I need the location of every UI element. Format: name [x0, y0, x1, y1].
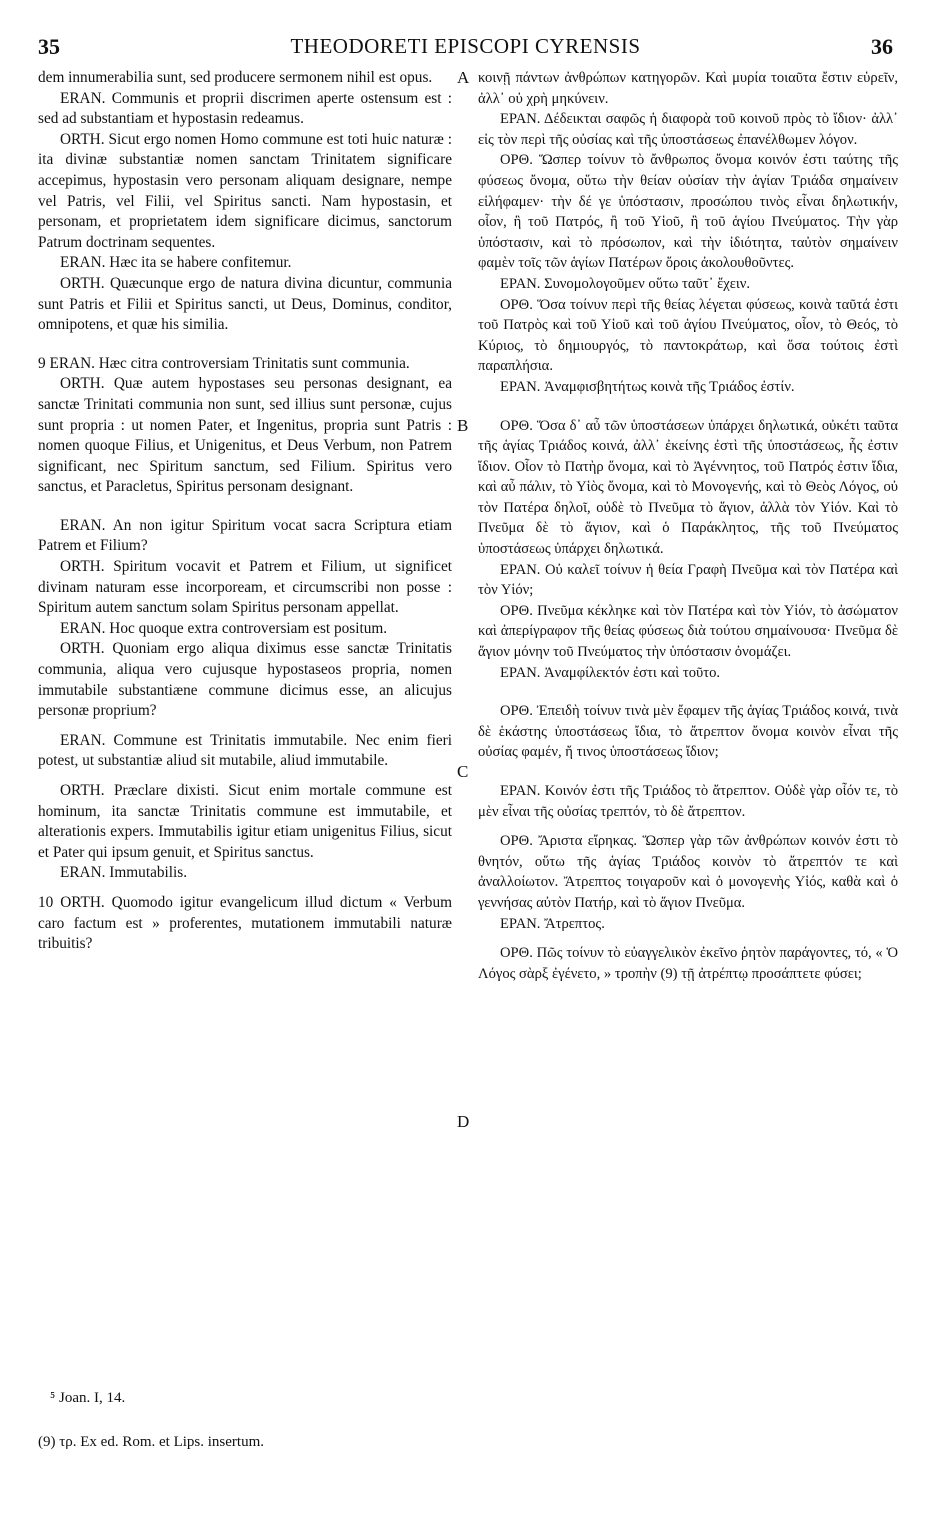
left-page-number: 35	[38, 34, 60, 59]
latin-paragraph: ORTH. Præclare dixisti. Sicut enim mortale commune est hominum, ita sanctæ Trinitatis commune est immutabile, et alterationis expers. Immutabilis igitur etiam unigenitus Filius, sicut et Pater qui ipsum genuit, et Spiritus sanctus.	[38, 782, 452, 861]
greek-paragraph: ΕΡΑΝ. Ἀναμφισβητήτως κοινὰ τῆς Τριάδος ἐστίν.	[500, 378, 795, 395]
greek-paragraph: ΕΡΑΝ. Δέδεικται σαφῶς ἡ διαφορὰ τοῦ κοινοῦ πρὸς τὸ ἴδιον· ἀλλ᾽ εἰς τὸν περὶ τῆς οὐσίας καὶ τῆς ὑποστάσεως ἐπανέλθωμεν λόγον.	[478, 111, 898, 148]
latin-paragraph: ERAN. Commune est Trinitatis immutabile. Nec enim fieri potest, ut substantiæ aliud sit mutabile, aliud immutabile.	[38, 731, 452, 770]
latin-paragraph: ERAN. Hoc quoque extra controversiam est positum.	[60, 619, 388, 637]
latin-paragraph: ORTH. Quæcunque ergo de natura divina dicuntur, communia sunt Patris et Filii et Spiritus sancti, ut Deus, Dominus, conditor, omnipotens, et quæ his similia.	[38, 274, 452, 334]
greek-paragraph: ΕΡΑΝ. Κοινόν ἐστι τῆς Τριάδος τὸ ἄτρεπτον. Οὐδὲ γὰρ οἷόν τε, τὸ μὲν εἶναι τῆς οὐσίας τρεπτόν, τὸ δὲ ἄτρεπτον.	[478, 783, 898, 820]
latin-paragraph: ORTH. Sicut ergo nomen Homo commune est toti huic naturæ : ita divinæ substantiæ nomen sanctam Trinitatem significare accepimus, hypostasin vero personam aliquam designare, nempe vel Patris, vel Filii, vel Spiritus sancti. Nam hypostasin, et personam, et proprietatem idem significare dicimus, sanctorum Patrum doctrinam sequentes.	[38, 130, 452, 251]
footnote-5: ⁵ Joan. I, 14.	[50, 1390, 126, 1406]
margin-letter-b: B	[457, 416, 469, 435]
right-page-number: 36	[871, 34, 893, 59]
greek-paragraph: ΟΡΘ. Ὥσπερ τοίνυν τὸ ἄνθρωπος ὄνομα κοινόν ἐστι ταύτης τῆς φύσεως ὄνομα, οὕτω τὴν θείαν οὐσίαν τὴν ἁγίαν Τριάδα σημαίνειν εἰλήφαμεν· τὴν δέ γε ὑπόστασιν, προσώπου τινὸς εἶναι δηλωτικήν, οἷον, ἢ τοῦ Πατρός, ἢ τοῦ Υἱοῦ, ἢ τοῦ ἁγίου Πνεύματος. Τὴν γὰρ ὑπόστασιν, καὶ τὸ πρόσωπον, καὶ τὴν ἰδιότητα, ταὐτὸν σημαίνειν φαμὲν τοῖς τῶν ἁγίων Πατέρων ὅροις ἀκολουθοῦντες.	[478, 152, 898, 272]
greek-paragraph: ΕΡΑΝ. Ἄτρεπτος.	[500, 915, 605, 932]
greek-paragraph: ΟΡΘ. Πνεῦμα κέκληκε καὶ τὸν Πατέρα καὶ τὸν Υἱόν, τὸ ἀσώματον καὶ ἀπερίγραφον τῆς θείας φύσεως διὰ τούτου σημαίνουσα· Πνεῦμα δὲ ἅγιον μόνην τοῦ Πνεύματος τὴν ὑπόστασιν ὀνομάζει.	[478, 602, 898, 661]
latin-paragraph: ERAN. Immutabilis.	[60, 864, 188, 882]
latin-paragraph: dem innumerabilia sunt, sed producere sermonem nihil est opus.	[38, 69, 433, 86]
margin-letter-c: C	[457, 762, 469, 781]
latin-paragraph: ORTH. Quæ autem hypostases seu personas designant, ea sanctæ Trinitati communia non sunt, sed illius sunt personæ, cujus sunt propria : ut nomen Pater, et Ingenitus, propria sunt Patris : nomen quoque Filius, et Unigenitus, et Deus Verbum, non Patrem significant, nec Spiritum sanctum, sed Filium. Spiritus vero sanctus, et Paracletus, Spiritus personam designant.	[38, 375, 452, 496]
greek-paragraph: ΕΡΑΝ. Συνομολογοῦμεν οὕτω ταῦτ᾽ ἔχειν.	[500, 275, 751, 292]
greek-paragraph: ΟΡΘ. Ἐπειδὴ τοίνυν τινὰ μὲν ἔφαμεν τῆς ἁγίας Τριάδος κοινά, τινὰ δὲ ἑκάστης ὑποστάσεως ἴδια, τὸ ἄτρεπτον ὄνομα κοινὸν εἶναι τῆς οὐσίας φαμέν, ἤ τινος ὑποστάσεως ἴδιον;	[478, 703, 898, 761]
greek-paragraph: ΟΡΘ. Πῶς τοίνυν τὸ εὐαγγελικὸν ἐκεῖνο ῥητὸν παράγοντες, τό, « Ὁ Λόγος σὰρξ ἐγένετο, » τροπὴν (9) τῇ ἀτρέπτῳ προσάπτετε φύσει;	[478, 945, 898, 982]
latin-paragraph: ERAN. Communis et proprii discrimen aperte ostensum est : sed ad substantiam et hypostasin redeamus.	[38, 89, 452, 128]
latin-paragraph: ORTH. Spiritum vocavit et Patrem et Filium, ut significet divinam naturam esse incorpoream, et circumscribi non posse : Spiritum autem sanctum solam Spiritus personam appellat.	[38, 558, 452, 617]
greek-paragraph: ΕΡΑΝ. Οὐ καλεῖ τοίνυν ἡ θεία Γραφὴ Πνεῦμα καὶ τὸν Πατέρα καὶ τὸν Υἱόν;	[478, 561, 898, 599]
greek-column	[478, 68, 898, 984]
greek-paragraph: ΕΡΑΝ. Ἀναμφίλεκτόν ἐστι καὶ τοῦτο.	[500, 664, 721, 681]
greek-paragraph: ΟΡΘ. Ὅσα δ᾽ αὖ τῶν ὑποστάσεων ὑπάρχει δηλωτικά, οὐκέτι ταῦτα τῆς ἁγίας Τριάδος κοινά, ἀλλ᾽ ἐκείνης ἐστὶ τῆς ὑποστάσεως, ἧς ἐστιν ἴδιον. Οἷον τὸ Πατὴρ ὄνομα, καὶ τὸ Ἀγέννητος, τοῦ Πατρός ἐστιν ἴδια, καὶ αὖ πάλιν, τὸ Υἱὸς ὄνομα, καὶ τὸ Μονογενής, καὶ τὸ Θεὸς Λόγος, οὐ τὸν Πατέρα δηλοῖ, οὐδὲ τὸ Πνεῦμα τὸ ἅγιον, ἀλλὰ τὸν Υἱόν. Καὶ τὸ Πνεῦμα δὲ τὸ ἅγιον, καὶ ὁ Παράκλητος, τῆς τοῦ Πνεύματος ὑποστάσεως ὑπάρχει δηλωτικά.	[478, 417, 898, 558]
greek-paragraph: ΟΡΘ. Ἄριστα εἴρηκας. Ὥσπερ γὰρ τῶν ἀνθρώπων κοινόν ἐστι τὸ θνητόν, οὕτω τῆς ἁγίας Τριάδος κοινὸν τὸ ἄτρεπτόν τε καὶ ἀναλλοίωτον. Ἄτρεπτος τοιγαροῦν καὶ ὁ μονογενὴς Υἱός, καθὰ καὶ ὁ γεννήσας αὐτὸν Πατήρ, καὶ τὸ ἅγιον Πνεῦμα.	[478, 833, 898, 911]
latin-paragraph: ERAN. An non igitur Spiritum vocat sacra Scriptura etiam Patrem et Filium?	[38, 516, 452, 555]
latin-paragraph: ORTH. Quoniam ergo aliqua diximus esse sanctæ Trinitatis communia, aliqua vero cujusque hypostaseos propria, nomen immutabile substantiæne commune dicimus esse, an alicujus personæ proprium?	[38, 640, 452, 720]
greek-paragraph: ΟΡΘ. Ὅσα τοίνυν περὶ τῆς θείας λέγεται φύσεως, κοινὰ ταῦτά ἐστι τοῦ Πατρὸς καὶ τοῦ Υἱοῦ καὶ τοῦ ἁγίου Πνεύματος, οἷον, τὸ Θεός, τὸ Κύριος, τὸ δημιουργός, τὸ παντοκράτωρ, καὶ ὅσα τούτοις ἐστὶ παραπλήσια.	[478, 296, 898, 375]
latin-paragraph-section-9: 9 ERAN. Hæc citra controversiam Trinitatis sunt communia.	[38, 354, 410, 372]
latin-paragraph: ERAN. Hæc ita se habere confitemur.	[60, 254, 292, 272]
margin-letter-d: D	[457, 1112, 470, 1131]
greek-paragraph: κοινῇ πάντων ἀνθρώπων κατηγορῶν. Καὶ μυρία τοιαῦτα ἔστιν εὑρεῖν, ἀλλ᾽ οὐ χρὴ μηκύνειν.	[478, 70, 898, 107]
margin-letter-a: A	[457, 68, 470, 87]
latin-column	[38, 68, 452, 955]
footnote-9: (9) τρ. Ex ed. Rom. et Lips. insertum.	[38, 1434, 264, 1450]
running-title: THEODORETI EPISCOPI CYRENSIS	[290, 34, 641, 58]
latin-paragraph-section-10: 10 ORTH. Quomodo igitur evangelicum illud dictum « Verbum caro factum est » proferentes, mutationem immutabili naturæ tribuitis?	[38, 893, 452, 953]
